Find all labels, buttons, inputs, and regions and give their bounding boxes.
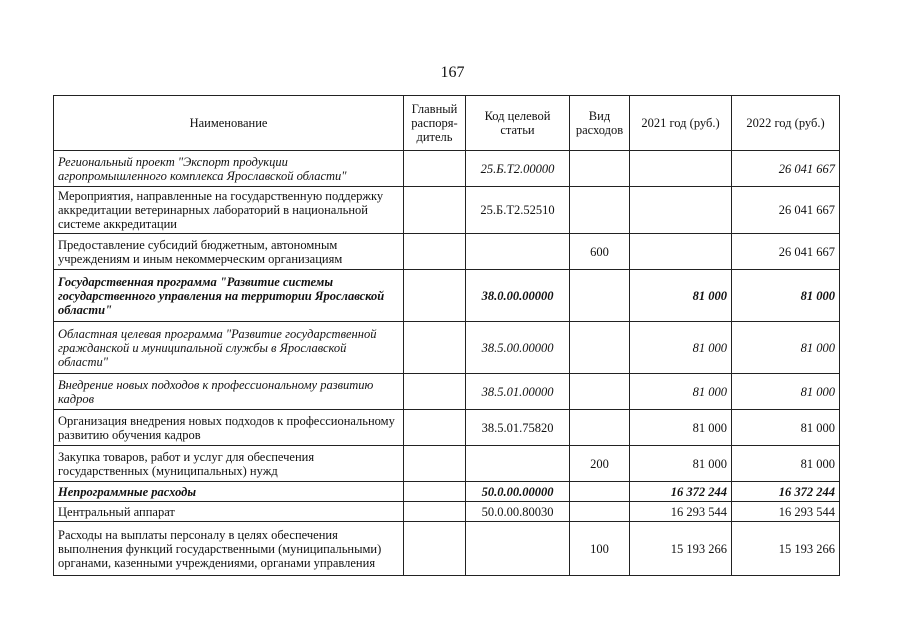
header-2022: 2022 год (руб.) — [732, 96, 840, 151]
header-name: Наименование — [54, 96, 404, 151]
cell-code: 25.Б.Т2.00000 — [466, 151, 570, 187]
cell-2021: 16 372 244 — [630, 482, 732, 502]
table-row — [54, 374, 840, 410]
cell-kind — [570, 482, 630, 502]
cell-2022: 16 293 544 — [732, 502, 840, 522]
cell-2022: 81 000 — [732, 446, 840, 482]
cell-code — [466, 446, 570, 482]
cell-admin — [404, 482, 466, 502]
cell-2022: 15 193 266 — [732, 522, 840, 576]
cell-2021: 81 000 — [630, 446, 732, 482]
cell-kind — [570, 151, 630, 187]
cell-code: 38.5.01.00000 — [466, 374, 570, 410]
cell-2021: 81 000 — [630, 410, 732, 446]
cell-kind — [570, 270, 630, 322]
cell-admin — [404, 322, 466, 374]
cell-name: Закупка товаров, работ и услуг для обеспечения государственных (муниципальных) нужд — [54, 446, 404, 482]
cell-name: Государственная программа "Развитие системы государственного управления на территории Ярославской области" — [54, 270, 404, 322]
cell-kind — [570, 187, 630, 234]
cell-admin — [404, 522, 466, 576]
cell-admin — [404, 374, 466, 410]
cell-admin — [404, 270, 466, 322]
cell-code — [466, 522, 570, 576]
page-number: 167 — [440, 64, 465, 81]
cell-code: 50.0.00.00000 — [466, 482, 570, 502]
cell-code — [466, 234, 570, 270]
header-admin: Главный распоря-дитель — [404, 96, 466, 151]
table-row — [54, 410, 840, 446]
header-kind: Вид расходов — [570, 96, 630, 151]
cell-admin — [404, 234, 466, 270]
cell-2022: 26 041 667 — [732, 151, 840, 187]
table-row — [54, 502, 840, 522]
table-row — [54, 522, 840, 576]
cell-name: Организация внедрения новых подходов к профессиональному развитию обучения кадров — [54, 410, 404, 446]
cell-kind — [570, 410, 630, 446]
cell-kind — [570, 374, 630, 410]
cell-2022: 81 000 — [732, 270, 840, 322]
cell-name: Региональный проект "Экспорт продукции агропромышленного комплекса Ярославской области" — [54, 151, 404, 187]
cell-admin — [404, 446, 466, 482]
cell-code: 25.Б.Т2.52510 — [466, 187, 570, 234]
cell-kind: 600 — [570, 234, 630, 270]
cell-2021 — [630, 151, 732, 187]
table-row — [54, 151, 840, 187]
cell-kind: 200 — [570, 446, 630, 482]
table-row — [54, 322, 840, 374]
cell-admin — [404, 151, 466, 187]
cell-kind — [570, 502, 630, 522]
cell-name: Непрограммные расходы — [54, 482, 404, 502]
cell-name: Мероприятия, направленные на государственную поддержку аккредитации ветеринарных лабораторий в национальной системе аккредитации — [54, 187, 404, 234]
cell-admin — [404, 502, 466, 522]
cell-name: Расходы на выплаты персоналу в целях обеспечения выполнения функций государственными (муниципальными) органами, казенными учреждениями, органами управления — [54, 522, 404, 576]
table-row — [54, 234, 840, 270]
budget-table — [53, 95, 840, 576]
cell-code: 38.0.00.00000 — [466, 270, 570, 322]
cell-kind: 100 — [570, 522, 630, 576]
cell-2021: 81 000 — [630, 322, 732, 374]
cell-2021: 16 293 544 — [630, 502, 732, 522]
table-row — [54, 446, 840, 482]
header-code: Код целевой статьи — [466, 96, 570, 151]
cell-code: 38.5.01.75820 — [466, 410, 570, 446]
cell-name: Предоставление субсидий бюджетным, автономным учреждениям и иным некоммерческим организациям — [54, 234, 404, 270]
table-row — [54, 187, 840, 234]
cell-name: Областная целевая программа "Развитие государственной гражданской и муниципальной службы в Ярославской области" — [54, 322, 404, 374]
cell-2022: 16 372 244 — [732, 482, 840, 502]
cell-2022: 26 041 667 — [732, 187, 840, 234]
cell-2021 — [630, 234, 732, 270]
cell-2022: 81 000 — [732, 322, 840, 374]
cell-2022: 26 041 667 — [732, 234, 840, 270]
cell-2022: 81 000 — [732, 374, 840, 410]
cell-admin — [404, 187, 466, 234]
cell-2021: 81 000 — [630, 374, 732, 410]
table-body — [54, 151, 840, 576]
table-row — [54, 270, 840, 322]
cell-2021 — [630, 187, 732, 234]
cell-2021: 15 193 266 — [630, 522, 732, 576]
header-2021: 2021 год (руб.) — [630, 96, 732, 151]
cell-2022: 81 000 — [732, 410, 840, 446]
cell-2021: 81 000 — [630, 270, 732, 322]
cell-code: 50.0.00.80030 — [466, 502, 570, 522]
table-row — [54, 482, 840, 502]
cell-name: Внедрение новых подходов к профессиональному развитию кадров — [54, 374, 404, 410]
cell-name: Центральный аппарат — [54, 502, 404, 522]
cell-code: 38.5.00.00000 — [466, 322, 570, 374]
table-header-row — [54, 96, 840, 151]
cell-admin — [404, 410, 466, 446]
cell-kind — [570, 322, 630, 374]
